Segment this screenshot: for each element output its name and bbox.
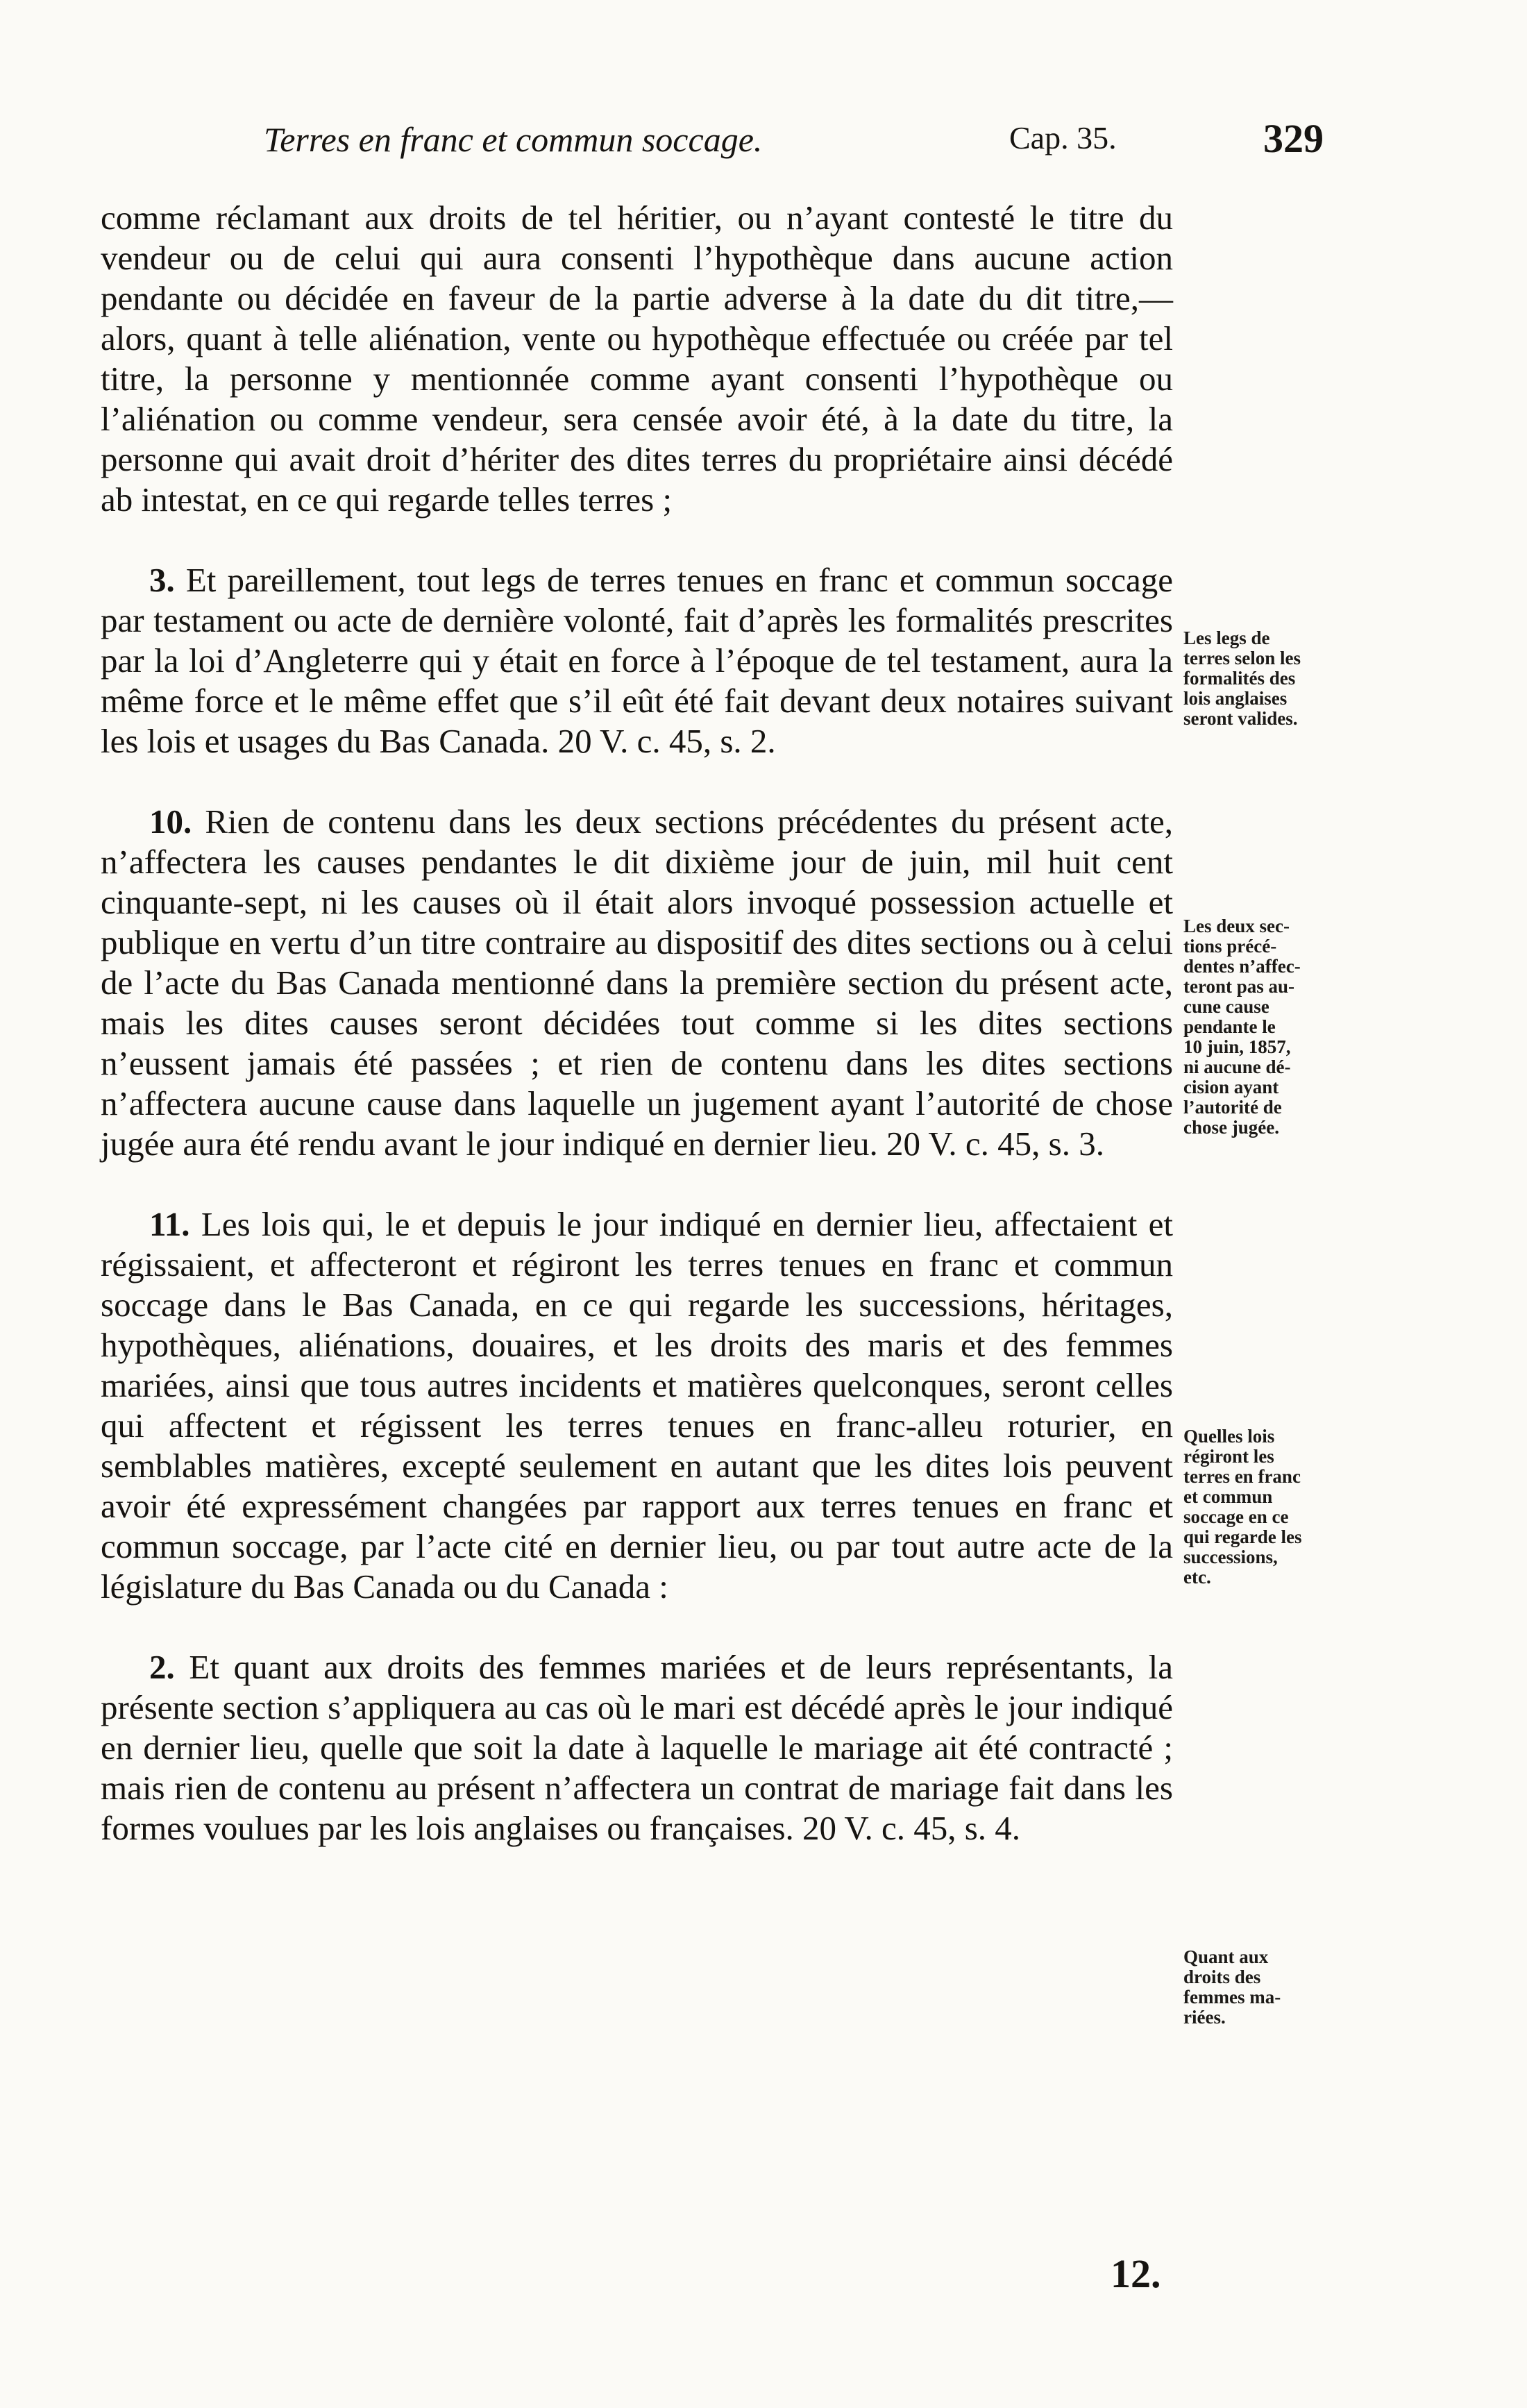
paragraph-text: Rien de contenu dans les deux sections précédentes du présent acte, n’affectera les causes pendantes le dit dixième jour de juin, mil huit cent cinquante-sept, ni les causes où il était alors invoqué possession actuelle et publique en vertu d’un titre contraire au dispositif des dites sections ou à celui de l’acte du Bas Canada mentionné dans la première section du présent acte, mais les dites causes seront décidées tout comme si les dites sections n’eussent jamais été passées ; et rien de contenu dans les dites sections n’affectera aucune cause dans laquelle un jugement ayant l’autorité de chose jugée aura été rendu avant le jour indiqué en dernier lieu. 20 V. c. 45, s. 3. — [101, 802, 1173, 1163]
paragraph-text: Les lois qui, le et depuis le jour indiqué en dernier lieu, affectaient et régissaient, et affecteront et régiront les terres tenues en franc et commun soccage dans le Bas Canada, en ce qui regarde les successions, héritages, hypothèques, aliénations, douaires, et les droits des maris et des femmes mariées, ainsi que tous autres incidents et matières quelconques, seront celles qui affectent et régissent les terres tenues en franc-alleu roturier, en semblables matières, excepté seulement en autant que les dites lois peuvent avoir été expressément changées par rapport aux terres tenues en franc et commun soccage, par l’acte cité en dernier lieu, ou par tout autre acte de la législature du Bas Canada ou du Canada : — [101, 1205, 1174, 1606]
paragraph-continued — [101, 198, 1173, 520]
section-number: 10. — [149, 802, 192, 841]
paragraph-text: Et quant aux droits des femmes mariées et de leurs représentants, la présente section s’appliquera au cas où le mari est décédé après le jour indiqué en dernier lieu, quelle que soit la date à laquelle le mariage ait été contracté ; mais rien de contenu au présent n’affectera un contrat de mariage fait dans les formes voulues par les lois anglaises ou françaises. 20 V. c. 45, s. 4. — [101, 1648, 1174, 1847]
margin-note-deux-sections: Les deux sec- tions précé- dentes n’affec- teront pas au- cune cause pendante le 10 juin, 1857, ni aucune dé- cision ayant l’autorité de chose jugée. — [1183, 916, 1301, 1138]
running-header — [257, 116, 1367, 182]
paragraph-subsection-2 — [101, 1647, 1173, 1849]
paragraph-section-11 — [101, 1204, 1173, 1607]
header-title: Terres en franc et commun soccage. — [264, 120, 763, 159]
paragraph-section-10 — [101, 802, 1173, 1164]
header-chapter: Cap. 35. — [1009, 120, 1117, 155]
body-text — [101, 198, 1173, 1849]
paragraph-text: Et pareillement, tout legs de terres tenues en franc et commun soccage par testament ou acte de dernière volonté, fait d’après les formalités prescrites par la loi d’Angleterre qui y était en force à l’époque de tel testament, aura la même force et le même effet que s’il eût été fait devant deux notaires suivant les lois et usages du Bas Canada. 20 V. c. 45, s. 2. — [101, 561, 1174, 760]
margin-note-legs: Les legs de terres selon les formalités des lois anglaises seront valides. — [1183, 628, 1301, 729]
section-number: 2. — [149, 1648, 175, 1686]
paragraph-text: comme réclamant aux droits de tel héritier, ou n’ayant contesté le titre du vendeur ou de celui qui aura consenti l’hypothèque dans aucune action pendante ou décidée en faveur de la partie adverse à la date du dit titre,—alors, quant à telle aliénation, vente ou hypothèque effectuée ou créée par tel titre, la personne y mentionnée comme ayant consenti l’hypothèque ou l’aliénation ou comme vendeur, sera censée avoir été, à la date du titre, la personne qui avait droit d’hériter des dites terres du propriétaire ainsi décédé ab intestat, en ce qui regarde telles terres ; — [101, 199, 1173, 519]
margin-note-femmes-mariees: Quant aux droits des femmes ma- riées. — [1183, 1946, 1281, 2028]
paragraph-subsection-3 — [101, 560, 1173, 761]
section-number: 3. — [149, 561, 175, 599]
margin-note-quelles-lois: Quelles lois régiront les terres en franc et commun soccage en ce qui regarde les successions, etc. — [1183, 1426, 1302, 1588]
page-number: 329 — [1263, 116, 1324, 161]
signature-mark: 12. — [1111, 2251, 1161, 2296]
section-number: 11. — [149, 1205, 190, 1243]
